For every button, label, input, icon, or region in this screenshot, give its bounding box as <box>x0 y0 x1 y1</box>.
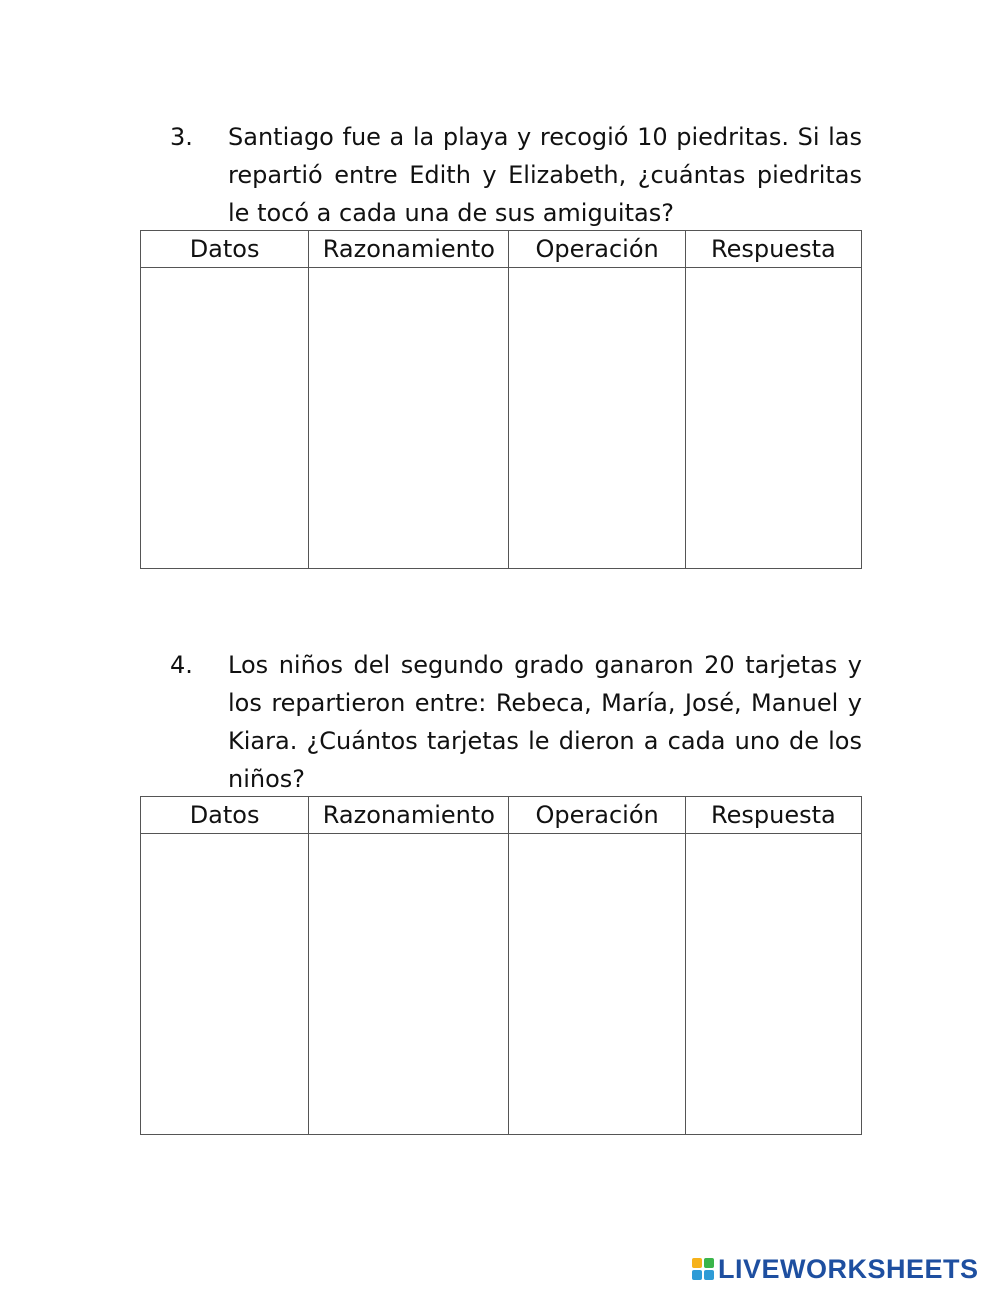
question-3 <box>140 118 862 232</box>
answer-table-4 <box>140 796 862 1135</box>
answer-cell-razonamiento[interactable] <box>309 268 509 569</box>
question-4 <box>140 646 862 798</box>
header-respuesta: Respuesta <box>685 231 861 268</box>
header-datos: Datos <box>141 797 309 834</box>
answer-cell-datos[interactable] <box>141 834 309 1135</box>
answer-table-3 <box>140 230 862 569</box>
header-operacion: Operación <box>509 231 685 268</box>
table-header-row <box>141 231 862 268</box>
question-number: 4. <box>170 651 193 679</box>
table-header-row <box>141 797 862 834</box>
liveworksheets-logo-icon <box>692 1258 714 1280</box>
answer-cell-operacion[interactable] <box>509 834 685 1135</box>
header-respuesta: Respuesta <box>685 797 861 834</box>
question-text: Santiago fue a la playa y recogió 10 piedritas. Si las repartió entre Edith y Elizabeth, ¿cuántas piedritas le tocó a cada una de sus amiguitas? <box>228 123 862 227</box>
problem-4 <box>140 646 862 1135</box>
brand-name: LIVEWORKSHEETS <box>718 1254 979 1284</box>
table-answer-row <box>141 268 862 569</box>
answer-cell-respuesta[interactable] <box>685 834 861 1135</box>
answer-cell-operacion[interactable] <box>509 268 685 569</box>
liveworksheets-brand <box>692 1256 979 1282</box>
header-operacion: Operación <box>509 797 685 834</box>
header-razonamiento: Razonamiento <box>309 231 509 268</box>
question-text: Los niños del segundo grado ganaron 20 tarjetas y los repartieron entre: Rebeca, María, José, Manuel y Kiara. ¿Cuántos tarjetas le dieron a cada uno de los niños? <box>228 651 862 793</box>
answer-cell-razonamiento[interactable] <box>309 834 509 1135</box>
header-datos: Datos <box>141 231 309 268</box>
answer-cell-respuesta[interactable] <box>685 268 861 569</box>
header-razonamiento: Razonamiento <box>309 797 509 834</box>
question-number: 3. <box>170 123 193 151</box>
problem-3 <box>140 118 862 569</box>
answer-cell-datos[interactable] <box>141 268 309 569</box>
table-answer-row <box>141 834 862 1135</box>
